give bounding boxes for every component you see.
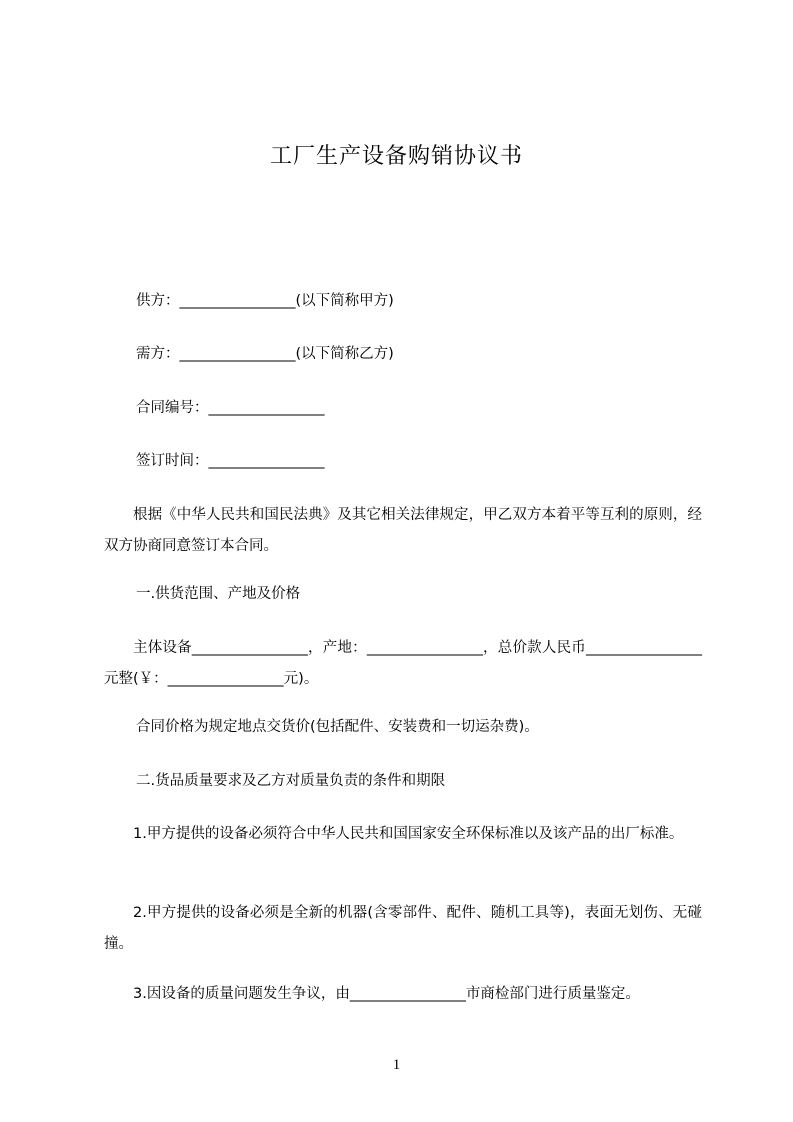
section-1-price-note: 合同价格为规定地点交货价(包括配件、安装费和一切运杂费)。 (136, 719, 539, 735)
page-number: 1 (392, 1057, 401, 1073)
section-2-item-3: 3.因设备的质量问题发生争议，由________________市商检部门进行质量鉴定。 (133, 986, 640, 1002)
section-1-paragraph: 主体设备________________，产地：________________，总价款人民币________________元整(￥：________________元)。 (104, 640, 702, 687)
buyer-line: 需方：________________(以下简称乙方) (136, 346, 394, 362)
supplier-line: 供方：________________(以下简称甲方) (136, 293, 394, 309)
section-2-item-1: 1.甲方提供的设备必须符合中华人民共和国国家安全环保标准以及该产品的出厂标准。 (133, 826, 684, 842)
intro-paragraph: 根据《中华人民共和国民法典》及其它相关法律规定，甲乙双方本着平等互利的原则，经双方协商同意签订本合同。 (104, 507, 702, 554)
section-1-heading: 一.供货范围、产地及价格 (136, 586, 301, 602)
signing-date-line: 签订时间：________________ (136, 453, 325, 469)
section-2-heading: 二.货品质量要求及乙方对质量负责的条件和期限 (136, 773, 446, 789)
section-2-item-2: 2.甲方提供的设备必须是全新的机器(含零部件、配件、随机工具等)，表面无划伤、无碰撞。 (104, 905, 702, 952)
contract-number-line: 合同编号：________________ (136, 400, 325, 416)
document-title: 工厂生产设备购销协议书 (269, 144, 523, 169)
